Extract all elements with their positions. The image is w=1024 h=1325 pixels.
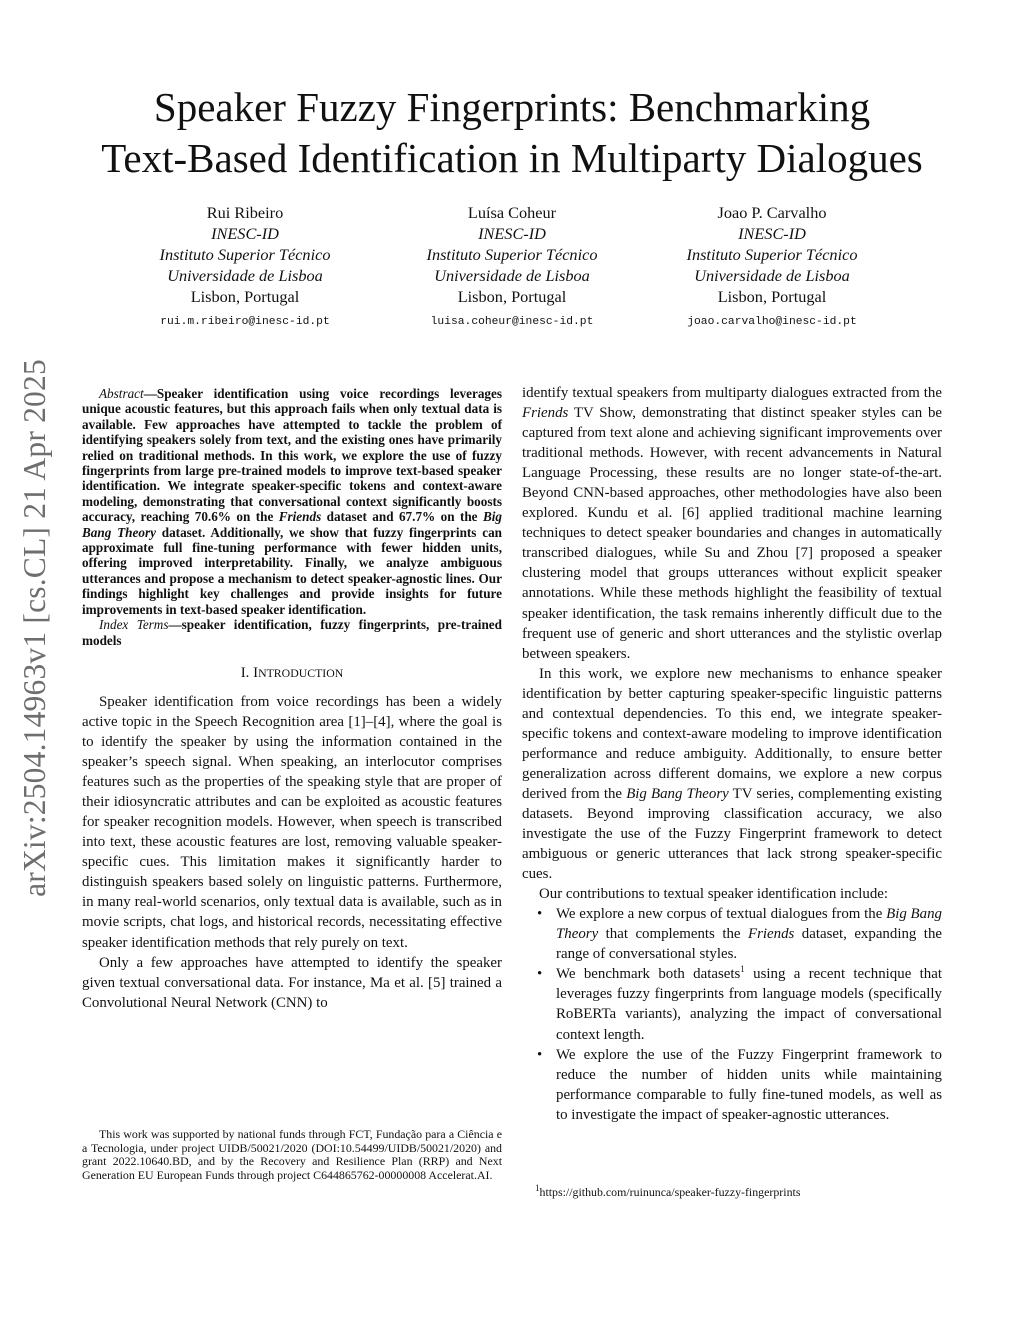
funding-footnote: This work was supported by national funds through FCT, Fundação para a Ciência e a Tecnologia, under project UIDB/50021/2020 (DOI:10.54499/UIDB/50021/2020) and grant 2022.10640.BD, and by the Recovery and Resilience Plan (RRP) and Next Generation EU European Funds through project C644865762-00000008 Accelerat.AI. xyxy=(82,1127,502,1183)
author-university: Universidade de Lisboa xyxy=(694,266,850,285)
bullet-icon: • xyxy=(537,1046,543,1063)
section-heading-introduction: I. INTRODUCTION xyxy=(240,664,344,681)
github-link[interactable]: https://github.com/ruinunca/speaker-fuzzy-fingerprints xyxy=(539,1185,801,1199)
author-block xyxy=(652,202,892,333)
author-location: Lisbon, Portugal xyxy=(190,287,300,306)
body-paragraph: Our contributions to textual speaker identification include: xyxy=(539,886,889,903)
author-name: Rui Ribeiro xyxy=(206,203,284,222)
author-location: Lisbon, Portugal xyxy=(457,287,567,306)
author-name: Joao P. Carvalho xyxy=(717,203,827,222)
author-email: rui.m.ribeiro@inesc-id.pt xyxy=(160,316,330,328)
author-institute: Instituto Superior Técnico xyxy=(159,245,331,264)
author-university: Universidade de Lisboa xyxy=(167,266,323,285)
contributions-list xyxy=(522,904,942,1125)
bullet-icon: • xyxy=(537,966,543,983)
body-paragraph: identify textual speakers from multiparty dialogues extracted from the Friends TV Show, demonstrating that distinct speaker styles can be captured from text alone and achieving significant improvements over traditional methods. However, with recent advancements in Natural Language Processing, these results are no longer state-of-the-art. Beyond CNN-based approaches, other methodologies have also been explored. Kundu et al. [6] applied traditional machine learning techniques to detect speaker boundaries and changes in automatically transcribed dialogues, while Su and Zhou [7] proposed a speaker clustering model that groups utterances without explicit speaker annotations. While these methods highlight the feasibility of textual speaker identification, the task remains inherently difficult due to the frequent use of generic and short utterances and the stylistic overlap between speakers. xyxy=(522,385,942,662)
author-location: Lisbon, Portugal xyxy=(717,287,827,306)
author-block xyxy=(392,202,632,333)
paper-title xyxy=(70,82,954,184)
author-affiliation: INESC-ID xyxy=(478,224,546,243)
intro-paragraph: Speaker identification from voice recordings has been a widely active topic in the Speech Recognition area [1]–[4], where the goal is to identify the speaker by using the information contained in the speaker’s speech signal. When speaking, an interlocutor comprises features such as the properties of the speaking style that are proper of their idiosyncratic attributes and can be exploited as acoustic features for speaker recognition models. However, when speech is transcribed into text, these acoustic features are lost, removing valuable speaker-specific cues. This limitation makes it significantly harder to distinguish speakers based solely on linguistic patterns. Furthermore, in many real-world scenarios, only textual data is available, such as in movie scripts, chat logs, and historical records, necessitating effective speaker identification methods that rely purely on text. xyxy=(82,693,502,951)
list-item: • We explore a new corpus of textual dialogues from the Big Bang Theory that complements the Friends dataset, expanding the range of conversational styles. xyxy=(537,906,943,963)
author-university: Universidade de Lisboa xyxy=(434,266,590,285)
intro-paragraph: Only a few approaches have attempted to identify the speaker given textual conversational data. For instance, Ma et al. [5] trained a Convolutional Neural Network (CNN) to xyxy=(82,954,502,1011)
index-terms: Index Terms—speaker identification, fuzzy fingerprints, pre-trained models xyxy=(82,617,502,648)
title-line-2: Text-Based Identification in Multiparty Dialogues xyxy=(101,135,923,181)
author-affiliation: INESC-ID xyxy=(211,224,279,243)
list-item: • We explore the use of the Fuzzy Fingerprint framework to reduce the number of hidden units while maintaining performance comparable to fully fine-tuned models, as well as to investigate the impact of speaker-agnostic utterances. xyxy=(537,1046,942,1123)
arxiv-identifier: arXiv:2504.14963v1 [cs.CL] 21 Apr 2025 xyxy=(17,359,52,897)
body-paragraph: In this work, we explore new mechanisms to enhance speaker identification by better capturing speaker-specific linguistic patterns and contextual dependencies. To this end, we integrate speaker-specific tokens and context-aware modeling to improve identification performance and reduce ambiguity. Additionally, to ensure better generalization across different domains, we explore a new corpus derived from the Big Bang Theory TV series, complementing existing datasets. Beyond improving classification accuracy, we also investigate the use of the Fuzzy Fingerprint framework to detect ambiguous or generic utterances that lack strong speaker-specific cues. xyxy=(522,665,942,883)
author-affiliation: INESC-ID xyxy=(738,224,806,243)
bullet-icon: • xyxy=(537,906,543,923)
author-email: luisa.coheur@inesc-id.pt xyxy=(430,316,594,328)
footnote-marker[interactable]: 1 xyxy=(740,964,745,975)
list-item: • We benchmark both datasets$^1$ using a recent technique that leverages fuzzy fingerprints from language models (specifically RoBERTa variants), analyzing the impact of conversational context length. xyxy=(537,964,942,1043)
abstract: Abstract—Speaker identification using voice recordings leverages unique acoustic features, but this approach fails when only textual data is available. Few approaches have attempted to tackle the problem of identifying speakers solely from text, and the existing ones have primarily relied on traditional methods. In this work, we explore the use of fuzzy fingerprints from large pre-trained models to improve text-based speaker identification. We integrate speaker-specific tokens and context-aware modeling, demonstrating that conversational context significantly boosts accuracy, reaching 70.6% on the Friends dataset and 67.7% on the Big Bang Theory dataset. Additionally, we show that fuzzy fingerprints can approximate full fine-tuning performance with fewer hidden units, offering improved interpretability. Finally, we analyze ambiguous utterances and propose a mechanism to detect speaker-agnostic lines. Our findings highlight key challenges and provide insights for future improvements in text-based speaker identification. xyxy=(82,386,503,617)
title-line-1: Speaker Fuzzy Fingerprints: Benchmarking xyxy=(153,84,871,130)
author-institute: Instituto Superior Técnico xyxy=(686,245,858,264)
author-name: Luísa Coheur xyxy=(467,203,557,222)
author-email: joao.carvalho@inesc-id.pt xyxy=(687,316,857,328)
left-column xyxy=(82,386,502,1013)
author-block xyxy=(125,202,365,333)
author-institute: Instituto Superior Técnico xyxy=(426,245,598,264)
right-column xyxy=(522,383,942,1125)
url-footnote: $^1$https://github.com/ruinunca/speaker-fuzzy-fingerprints xyxy=(535,1183,801,1199)
